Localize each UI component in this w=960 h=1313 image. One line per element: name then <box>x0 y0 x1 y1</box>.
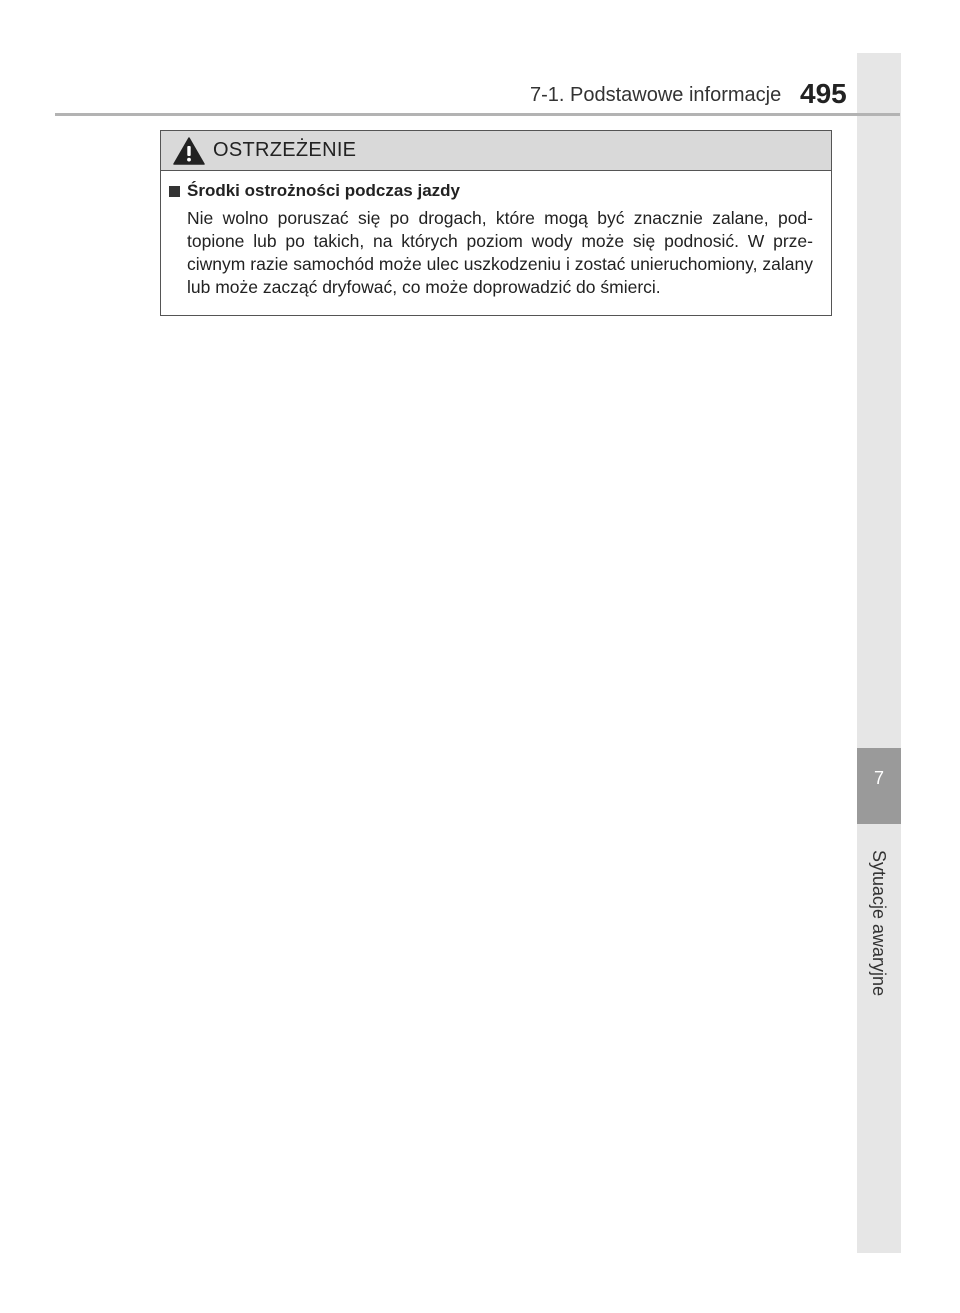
warning-triangle-icon <box>173 137 205 165</box>
warning-body <box>161 171 831 299</box>
warning-text: Nie wolno poruszać się po drogach, które mogą być znacznie zalane, pod-topione lub po takich, na których poziom wody może się podnosić. W prze-ciwnym razie samochód może ulec uszkodzeniu i zostać unieruchomiony, zalany lub może zacząć dryfować, co może doprowadzić do śmierci. <box>187 208 813 297</box>
section-title: 7-1. Podstawowe informacje <box>530 84 782 106</box>
square-bullet-icon <box>169 186 180 197</box>
chapter-number: 7 <box>873 768 884 788</box>
warning-title: OSTRZEŻENIE <box>213 139 357 161</box>
warning-subheading <box>169 181 813 201</box>
side-tab <box>857 53 901 1253</box>
warning-header <box>161 131 831 171</box>
header-rule <box>55 113 900 116</box>
chapter-title: Sytuacje awaryjne <box>869 850 889 997</box>
page-number: 495 <box>800 78 847 109</box>
warning-subheading-text: Środki ostrożności podczas jazdy <box>187 181 461 200</box>
warning-box <box>160 130 832 316</box>
